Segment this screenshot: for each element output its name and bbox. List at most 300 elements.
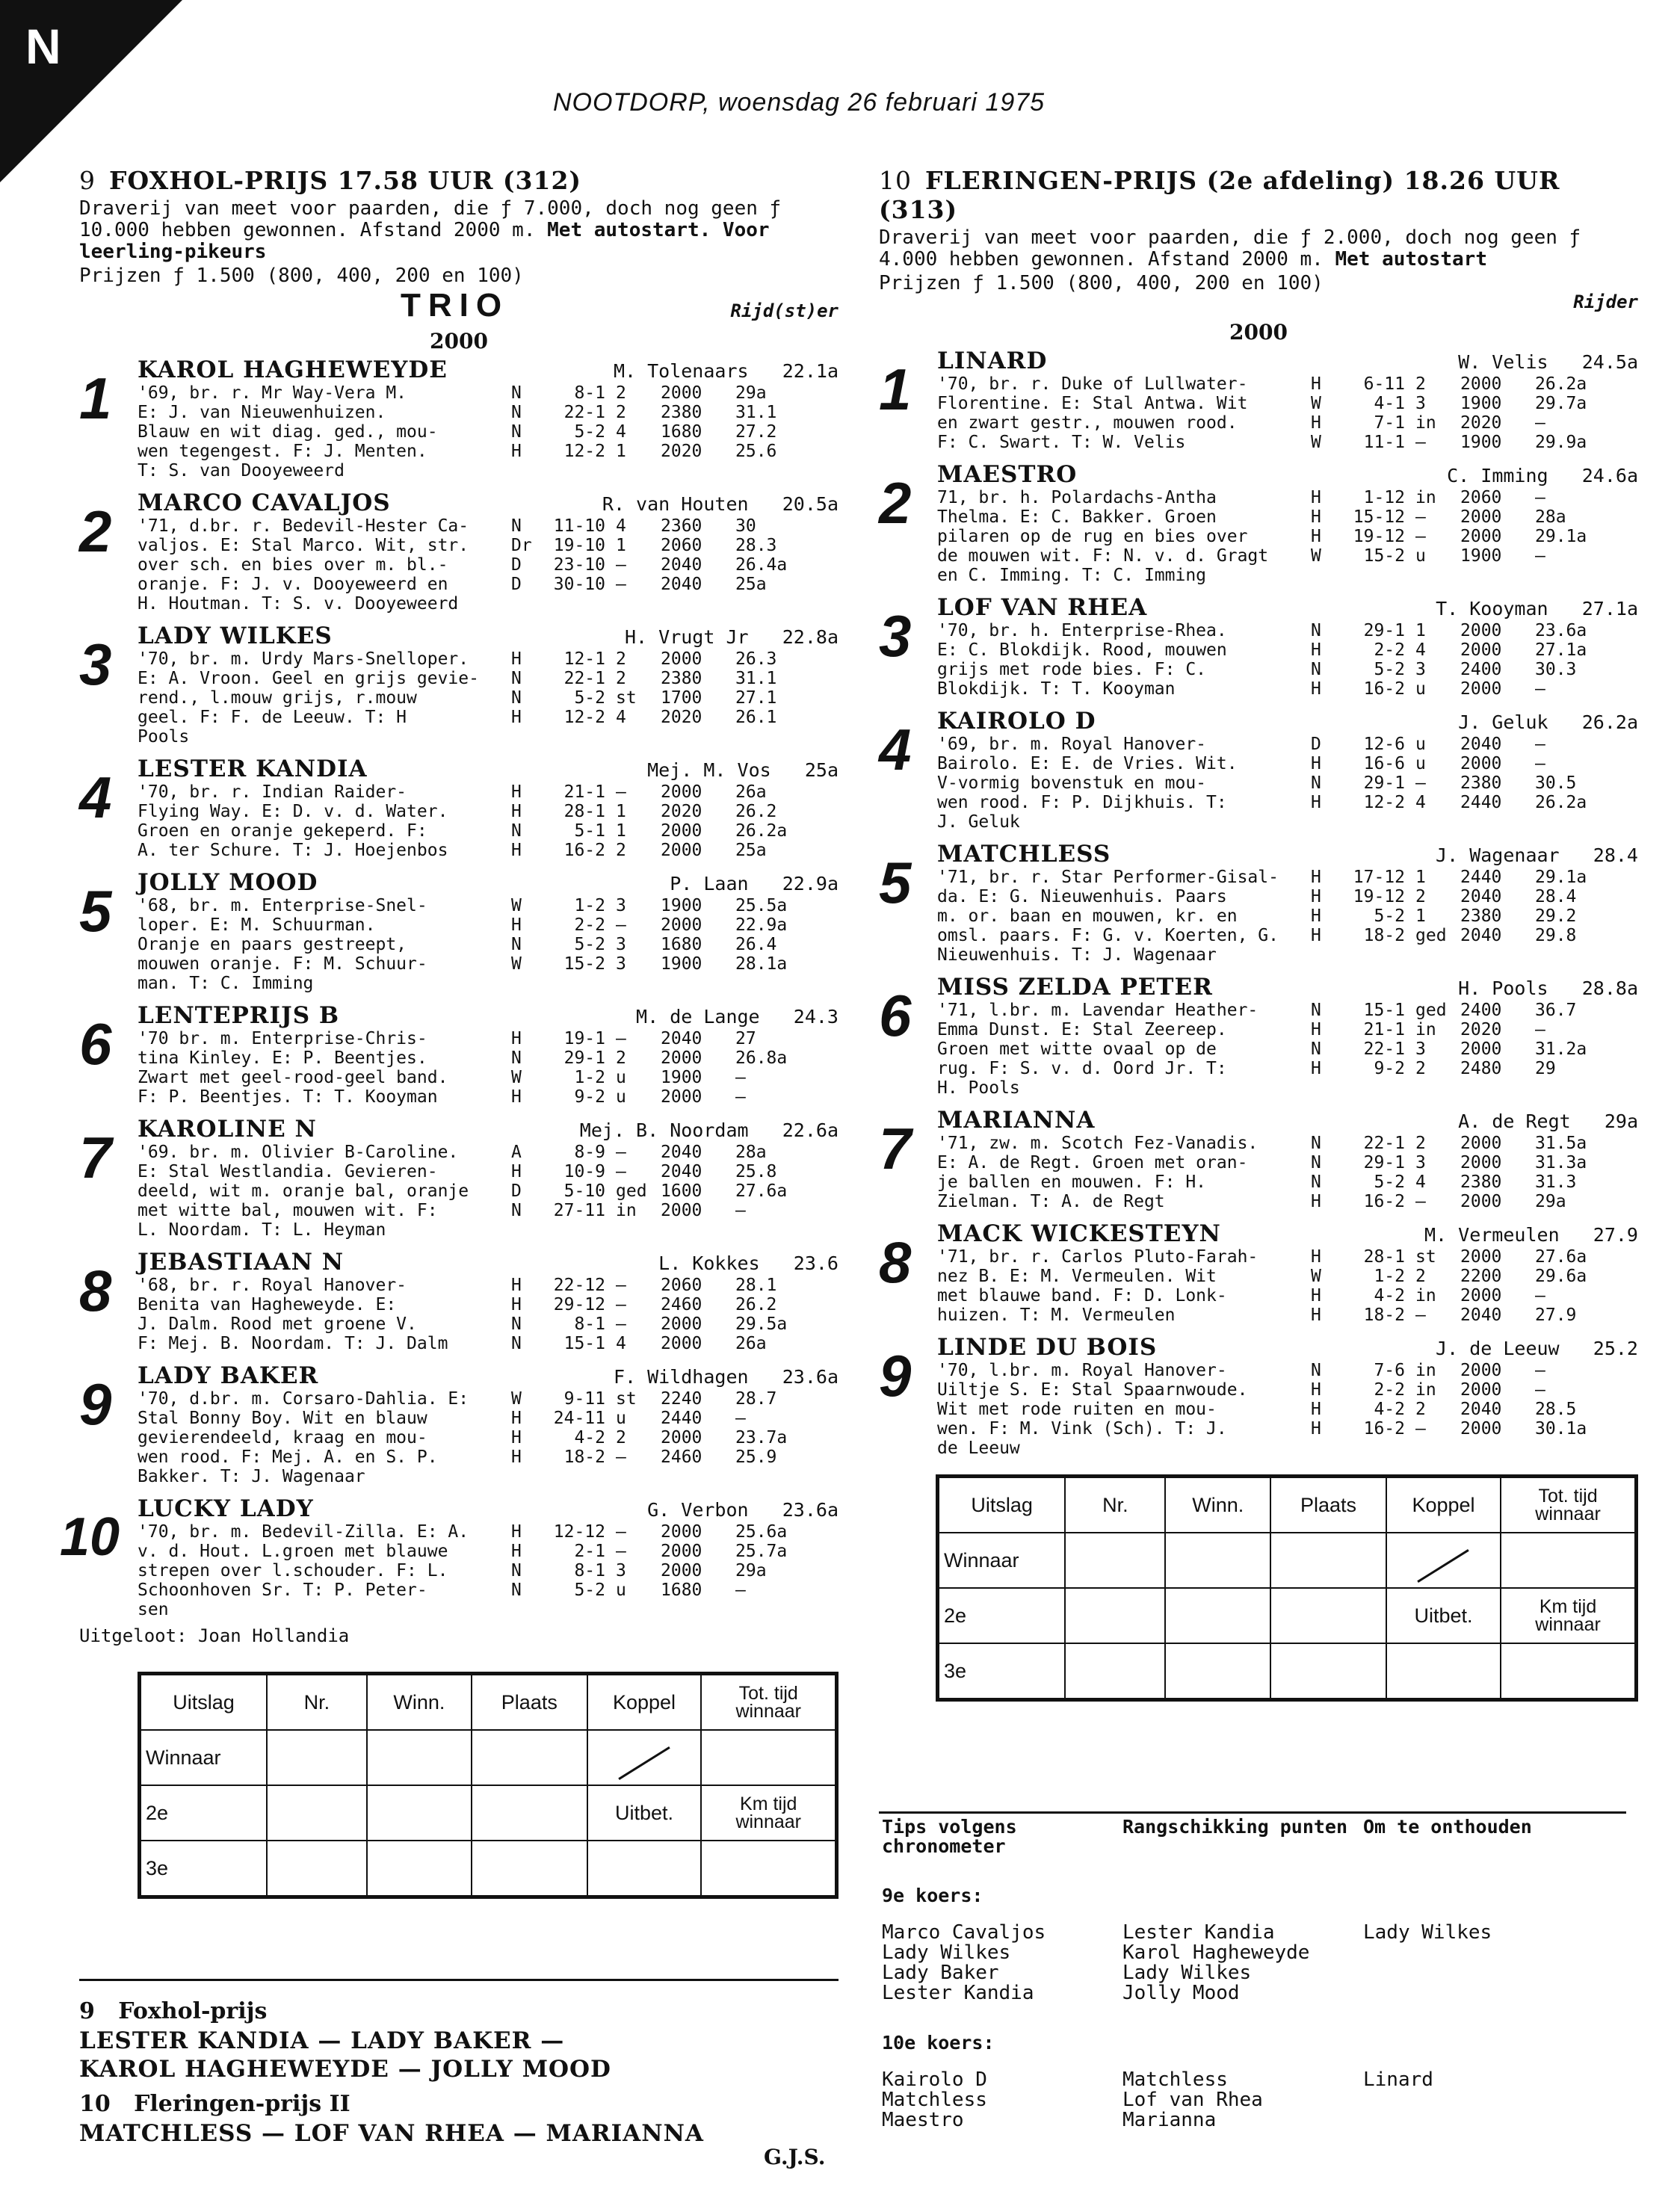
table-cell[interactable] [587,1841,702,1897]
description-line: Nieuwenhuis. T: J. Wagenaar [937,945,1217,965]
result-cell: W [1311,394,1321,413]
description-line: Emma Dunst. E: Stal Zeereep. [937,1020,1227,1039]
table-cell[interactable] [472,1730,587,1785]
result-cell: H [1311,413,1321,433]
table-cell[interactable] [1165,1643,1270,1700]
divider [79,1979,839,1981]
description-line: wen tegengest. F: J. Menten. [138,442,427,461]
recent-results [1311,1001,1638,1098]
result-cell: 2-2 [1374,1380,1405,1400]
entry-header [138,622,839,649]
table-cell[interactable] [267,1841,367,1897]
result-cell: 27.2 [735,422,777,442]
result-cell: 2480 [1460,1059,1502,1078]
result-cell: 2040 [661,555,702,575]
description-line: en zwart gestr., mouwen rood. [937,413,1238,433]
result-cell: — [1535,413,1545,433]
table-header: Winn. [367,1674,472,1731]
result-cell: 2460 [661,1295,702,1314]
result-cell: D [1311,735,1321,754]
result-cell: 1900 [1460,433,1502,452]
result-cell: 25.7a [735,1542,788,1561]
trio-summary [79,1991,839,2148]
result-cell: H [511,708,522,727]
tips-column [882,2070,1122,2131]
result-cell: — [616,1295,626,1314]
table-cell[interactable] [1065,1588,1165,1643]
result-cell: 29.7a [1535,394,1587,413]
table-cell[interactable] [367,1730,472,1785]
result-cell: 2040 [661,575,702,594]
table-cell[interactable] [1386,1588,1501,1643]
result-cell: 26a [735,782,767,802]
result-cell: 18-2 [563,1447,605,1467]
result-cell: 2380 [1460,906,1502,926]
result-row [1311,413,1638,433]
horse-description [937,374,1311,452]
result-cell: 2440 [1460,868,1502,887]
result-cell: 2060 [1460,488,1502,507]
description-line: '71, l.br. m. Lavendar Heather- [937,1001,1259,1020]
result-cell: N [511,688,522,708]
horse-entry [79,356,839,481]
table-cell[interactable] [367,1841,472,1897]
koers-10-tips [882,2070,1629,2131]
table-cell[interactable] [1270,1533,1386,1588]
result-cell: N [511,669,522,688]
result-cell: N [1311,1001,1321,1020]
result-cell: H [1311,887,1321,906]
result-cell: 2 [616,1048,626,1068]
result-row [1311,640,1638,660]
table-cell[interactable] [472,1785,587,1841]
description-line: '69, br. m. Royal Hanover- [937,735,1207,754]
table-cell[interactable] [472,1841,587,1897]
result-cell: W [511,1389,522,1409]
entry-header [138,1116,839,1143]
result-cell: 2020 [1460,413,1502,433]
result-cell: 2040 [661,1162,702,1181]
result-cell: 1-12 [1363,488,1405,507]
horse-name: LESTER KANDIA [138,756,368,782]
result-cell: 15-2 [1363,546,1405,566]
table-cell[interactable] [267,1785,367,1841]
result-cell: 1680 [661,422,702,442]
horse-entry [79,622,839,747]
race-10-column [879,166,1638,1702]
result-cell: — [1535,1361,1545,1380]
result-cell: 31.1 [735,403,777,422]
description-line: Pools [138,727,190,747]
entry-number: 6 [79,1011,112,1077]
result-cell: 26.4a [735,555,788,575]
description-line: met blauwe band. F: D. Lonk- [937,1286,1227,1306]
result-cell: 25a [735,841,767,860]
entry-number: 2 [879,470,912,536]
recent-results [511,516,839,614]
table-header: Koppel [1386,1477,1501,1533]
table-cell[interactable] [1065,1533,1165,1588]
description-line: de mouwen wit. F: N. v. d. Gragt [937,546,1269,566]
horse-entry [879,347,1638,452]
result-cell: 29.2 [1535,906,1577,926]
table-cell[interactable] [1501,1588,1636,1643]
horse-name: LINARD [937,347,1048,374]
description-line: Stal Bonny Boy. Wit en blauw [138,1409,427,1428]
result-cell: N [1311,1134,1321,1153]
result-cell: 9-2 [1374,1059,1405,1078]
description-line: deeld, wit m. oranje bal, oranje [138,1181,469,1201]
result-cell: 16-2 [1363,1419,1405,1439]
result-cell: 2040 [1460,1400,1502,1419]
horse-entry [79,1002,839,1107]
result-cell: in [1415,413,1436,433]
result-cell: N [511,1334,522,1353]
rider: F. Wildhagen 23.6a [613,1366,839,1388]
table-cell[interactable] [1270,1643,1386,1700]
result-cell: st [616,1389,637,1409]
result-cell: 29.1a [1535,527,1587,546]
result-row [1311,1172,1638,1192]
result-cell: 2040 [1460,735,1502,754]
table-cell[interactable] [1270,1588,1386,1643]
result-cell: u [1415,546,1426,566]
tips-header-chronometer: Tips volgens chronometer [882,1816,1017,1857]
result-cell: 29 [1535,1059,1556,1078]
result-cell: 8-1 [574,383,605,403]
horse-entry [879,1220,1638,1325]
description-line: omsl. paars. F: G. v. Koerten, G. [937,926,1279,945]
description-line: over sch. en bies over m. bl.- [138,555,448,575]
result-cell: H [1311,1192,1321,1211]
result-cell: 12-6 [1363,735,1405,754]
result-cell: 2000 [1460,1192,1502,1211]
table-header: Uitslag [938,1477,1066,1533]
result-cell: H [1311,679,1321,699]
result-cell: — [1535,546,1545,566]
result-cell: N [511,1314,522,1334]
result-cell: 11-1 [1363,433,1405,452]
result-cell: 1-2 [574,1068,605,1087]
table-header: Plaats [1270,1477,1386,1533]
description-line: T: S. van Dooyeweerd [138,461,345,481]
result-cell: 2 [616,403,626,422]
result-cell: D [511,555,522,575]
description-line: 71, br. h. Polardachs-Antha [937,488,1217,507]
table-cell[interactable] [587,1730,702,1785]
result-cell: 2 [616,841,626,860]
table-cell[interactable] [701,1730,836,1785]
description-line: rend., l.mouw grijs, r.mouw [138,688,417,708]
result-cell: 15-1 [1363,1001,1405,1020]
result-cell: W [1311,1267,1321,1286]
result-cell: — [735,1201,746,1220]
description-line: mouwen oranje. F: M. Schuur- [138,954,427,974]
recent-results [1311,735,1638,832]
result-cell: 29-1 [1363,621,1405,640]
result-cell: 25.8 [735,1162,777,1181]
result-cell: 28.1 [735,1276,777,1295]
result-cell: 2040 [1460,887,1502,906]
tips-column [1363,1923,1604,2003]
description-line: gevierendeeld, kraag en mou- [138,1428,427,1447]
result-cell: H [1311,1286,1321,1306]
table-cell[interactable] [587,1785,702,1841]
result-cell: N [511,821,522,841]
table-cell[interactable] [1065,1643,1165,1700]
entry-list [60,356,839,1619]
entry-number: 9 [79,1371,112,1437]
table-cell[interactable] [1386,1533,1501,1588]
result-cell: 1900 [1460,546,1502,566]
horse-description [138,1143,511,1240]
description-line: Bakker. T: J. Wagenaar [138,1467,365,1486]
horse-entry [60,1495,839,1619]
trio-header [79,287,839,335]
result-cell: H [511,442,522,461]
result-cell: N [511,935,522,954]
result-row [511,896,839,915]
table-cell[interactable] [1165,1588,1270,1643]
horse-name: MARIANNA [937,1107,1096,1134]
result-cell: N [1311,1039,1321,1059]
table-header: Plaats [472,1674,587,1731]
tip-horse: Jolly Mood [1122,1982,1240,2004]
km-time-label: Km tijd winnaar [1535,1596,1601,1635]
result-cell: N [1311,660,1321,679]
result-cell: 17-12 [1353,868,1405,887]
result-cell: — [616,1542,626,1561]
tip-horse: Maestro [882,2109,964,2131]
result-cell: u [616,1409,626,1428]
result-table-wrap [936,1474,1638,1702]
table-cell[interactable] [1501,1533,1636,1588]
trio-pick-line: MATCHLESS — LOF VAN RHEA — MARIANNA [79,2120,704,2147]
rider: W. Velis 24.5a [1458,351,1638,373]
result-cell: 2020 [661,802,702,821]
table-cell[interactable] [1165,1533,1270,1588]
result-cell: H [1311,1306,1321,1325]
entry-header [138,1002,839,1029]
rider: P. Laan 22.9a [670,873,839,894]
entry-header [937,841,1638,868]
table-cell[interactable] [367,1785,472,1841]
table-cell[interactable] [701,1785,836,1841]
result-cell: 12-2 [563,708,605,727]
result-cell: 2000 [661,1542,702,1561]
description-line: H. Houtman. T: S. v. Dooyeweerd [138,594,459,614]
result-cell: 4-2 [574,1428,605,1447]
result-cell: H [1311,1020,1321,1039]
horse-name: LINDE DU BOIS [937,1334,1158,1361]
result-cell: 12-1 [563,649,605,669]
result-row [511,1561,839,1581]
horse-name: MISS ZELDA PETER [937,974,1213,1001]
result-cell: 2440 [1460,793,1502,812]
entry-number: 5 [79,878,112,944]
result-cell: H [1311,1419,1321,1439]
result-row [511,1389,839,1409]
result-cell: N [1311,1172,1321,1192]
result-cell: — [616,1314,626,1334]
result-cell: H [511,841,522,860]
table-cell[interactable] [1386,1643,1501,1700]
table-cell[interactable] [701,1841,836,1897]
result-cell: 22-1 [563,669,605,688]
rider: J. de Leeuw 25.2 [1436,1338,1638,1359]
table-cell[interactable] [267,1730,367,1785]
result-cell: ged [1415,1001,1447,1020]
result-cell: 2000 [661,1561,702,1581]
rider: M. Tolenaars 22.1a [613,360,839,382]
result-cell: 28.1a [735,954,788,974]
description-line: grijs met rode bies. F: C. [937,660,1207,679]
result-cell: H [1311,374,1321,394]
result-cell: 2-2 [1374,640,1405,660]
result-cell: 30.3 [1535,660,1577,679]
recent-results [1311,621,1638,699]
slash-mark [1418,1549,1469,1583]
recent-results [511,383,839,481]
result-cell: 2000 [661,649,702,669]
horse-name: JOLLY MOOD [138,869,318,896]
result-cell: 28-1 [1363,1247,1405,1267]
description-line: '70, l.br. m. Royal Hanover- [937,1361,1227,1380]
table-cell[interactable] [1501,1643,1636,1700]
result-cell: — [1415,1192,1426,1211]
result-cell: 4 [1415,1172,1426,1192]
result-row [511,669,839,688]
result-cell: H [1311,1059,1321,1078]
withdrawn-note: Uitgeloot: Joan Hollandia [79,1625,350,1646]
result-cell: 2060 [661,536,702,555]
horse-name: KAIROLO D [937,708,1096,735]
result-cell: 2000 [1460,1419,1502,1439]
description-line: sen [138,1600,169,1619]
rider: J. Geluk 26.2a [1458,711,1638,733]
result-row [1311,887,1638,906]
description-line: Uiltje S. E: Stal Spaarnwoude. [937,1380,1248,1400]
description-line: wen rood. F: Mej. A. en S. P. [138,1447,438,1467]
result-cell: N [511,383,522,403]
tip-horse: Matchless [1122,2068,1228,2091]
result-cell: — [1535,754,1545,773]
result-cell: in [1415,1020,1436,1039]
result-cell: 18-2 [1363,1306,1405,1325]
result-cell: — [735,1581,746,1600]
result-cell: 1 [616,821,626,841]
tip-horse: Lady Wilkes [1363,1921,1492,1944]
result-cell: 5-2 [1374,906,1405,926]
result-row [1311,527,1638,546]
horse-name: KAROL HAGHEWEYDE [138,356,448,383]
result-cell: — [735,1409,746,1428]
result-row [1311,1039,1638,1059]
entry-header [937,708,1638,735]
horse-entry [879,1334,1638,1458]
description-line: oranje. F: J. v. Dooyeweerd en [138,575,448,594]
table-header: Koppel [587,1674,702,1731]
result-cell: — [616,915,626,935]
result-cell: 2000 [661,1087,702,1107]
result-cell: 31.2a [1535,1039,1587,1059]
description-line: tina Kinley. E: P. Beentjes. [138,1048,427,1068]
result-cell: 11-10 [553,516,605,536]
section-letter: N [25,19,61,74]
result-cell: 30.1a [1535,1419,1587,1439]
description-line: pilaren op de rug en bies over [937,527,1248,546]
result-cell: 2000 [1460,640,1502,660]
result-row [511,821,839,841]
result-cell: 26.4 [735,935,777,954]
result-cell: — [1415,433,1426,452]
result-cell: — [616,1276,626,1295]
koers-9-tips [882,1923,1629,2003]
result-cell: 2440 [661,1409,702,1428]
description-line: v. d. Hout. L.groen met blauwe [138,1542,448,1561]
entry-header [937,594,1638,621]
race-9-column [60,166,839,1899]
entry-header [138,1249,839,1276]
result-cell: 2020 [661,708,702,727]
result-cell: 22.9a [735,915,788,935]
result-cell: 2400 [1460,1001,1502,1020]
description-line: Blokdijk. T: T. Kooyman [937,679,1176,699]
result-row [511,688,839,708]
result-cell: 26.1 [735,708,777,727]
result-cell: 29a [735,383,767,403]
result-cell: 31.5a [1535,1134,1587,1153]
result-cell: 2380 [661,403,702,422]
result-cell: 26.2a [735,821,788,841]
result-cell: N [511,1581,522,1600]
horse-entry [79,756,839,860]
rider: Mej. M. Vos 25a [647,759,839,781]
description-line: E: A. de Regt. Groen met oran- [937,1153,1248,1172]
entry-number: 4 [879,717,912,782]
description-line: '70, d.br. m. Corsaro-Dahlia. E: [138,1389,469,1409]
trio-label: TRIO [401,287,510,324]
result-cell: 1900 [661,896,702,915]
distance-header: 2000 [430,329,488,353]
result-cell: 4 [616,516,626,536]
trio-race-9: 9 Foxhol-prijs [79,1998,268,2024]
result-cell: 2000 [661,1201,702,1220]
result-cell: 25.6a [735,1522,788,1542]
recent-results [1311,1361,1638,1458]
tip-horse: Lester Kandia [1122,1921,1275,1944]
result-row [1311,433,1638,452]
table-header: Uitslag [140,1674,268,1731]
result-row [1311,1192,1638,1211]
recent-results [1311,1134,1638,1211]
horse-entry [79,1362,839,1486]
result-cell: 28.4 [1535,887,1577,906]
rider-header: Rijd(st)er [730,300,839,321]
tip-horse: Lady Baker [882,1962,999,1984]
description-line: je ballen en mouwen. F: H. [937,1172,1207,1192]
horse-entry [79,1116,839,1240]
result-cell: 26.8a [735,1048,788,1068]
divider [879,1811,1626,1814]
result-cell: 12-12 [553,1522,605,1542]
description-line: Benita van Hagheweyde. E: [138,1295,397,1314]
result-cell: 19-1 [563,1029,605,1048]
recent-results [511,1276,839,1353]
result-cell: W [511,896,522,915]
result-cell: H [511,1409,522,1428]
entry-header [937,1220,1638,1247]
